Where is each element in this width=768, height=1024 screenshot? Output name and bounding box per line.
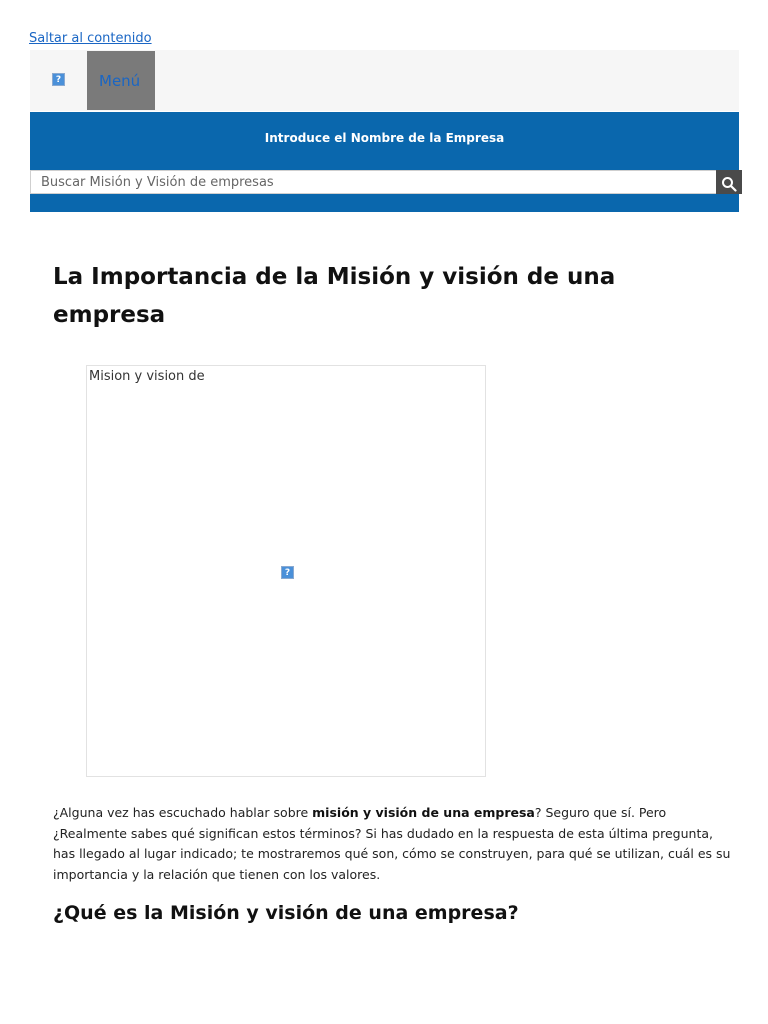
search-icon	[721, 176, 737, 192]
site-header	[30, 50, 739, 111]
broken-image-icon: ?	[281, 566, 294, 579]
intro-text-end: ? Seguro que sí. Pero ¿Realmente sabes qué significan estos términos? Si has dudado en la respuesta de esta última pregunta, has llegado al lugar indicado; te mostraremos qué son, cómo se construyen, para qué se utilizan, cuál es su importancia y la relación que tienen con los valores.	[53, 805, 731, 882]
search-band-title: Introduce el Nombre de la Empresa	[264, 131, 505, 145]
intro-bold-phrase: misión y visión de una empresa	[312, 805, 535, 820]
search-input[interactable]	[30, 170, 717, 194]
broken-image-icon[interactable]: ?	[52, 73, 65, 86]
article-image	[86, 365, 486, 777]
skip-to-content-link[interactable]: Saltar al contenido	[29, 31, 152, 46]
menu-button[interactable]: Menú	[87, 51, 155, 110]
search-button[interactable]	[716, 170, 742, 194]
intro-text-start: ¿Alguna vez has escuchado hablar sobre	[53, 805, 313, 820]
section-heading: ¿Qué es la Misión y visión de una empresa?	[53, 902, 519, 924]
page-title: La Importancia de la Misión y visión de una empresa	[53, 264, 616, 328]
search-band	[30, 112, 739, 212]
search-form	[30, 170, 739, 194]
intro-paragraph	[53, 803, 733, 885]
image-alt-text: Mision y vision de	[89, 369, 205, 384]
